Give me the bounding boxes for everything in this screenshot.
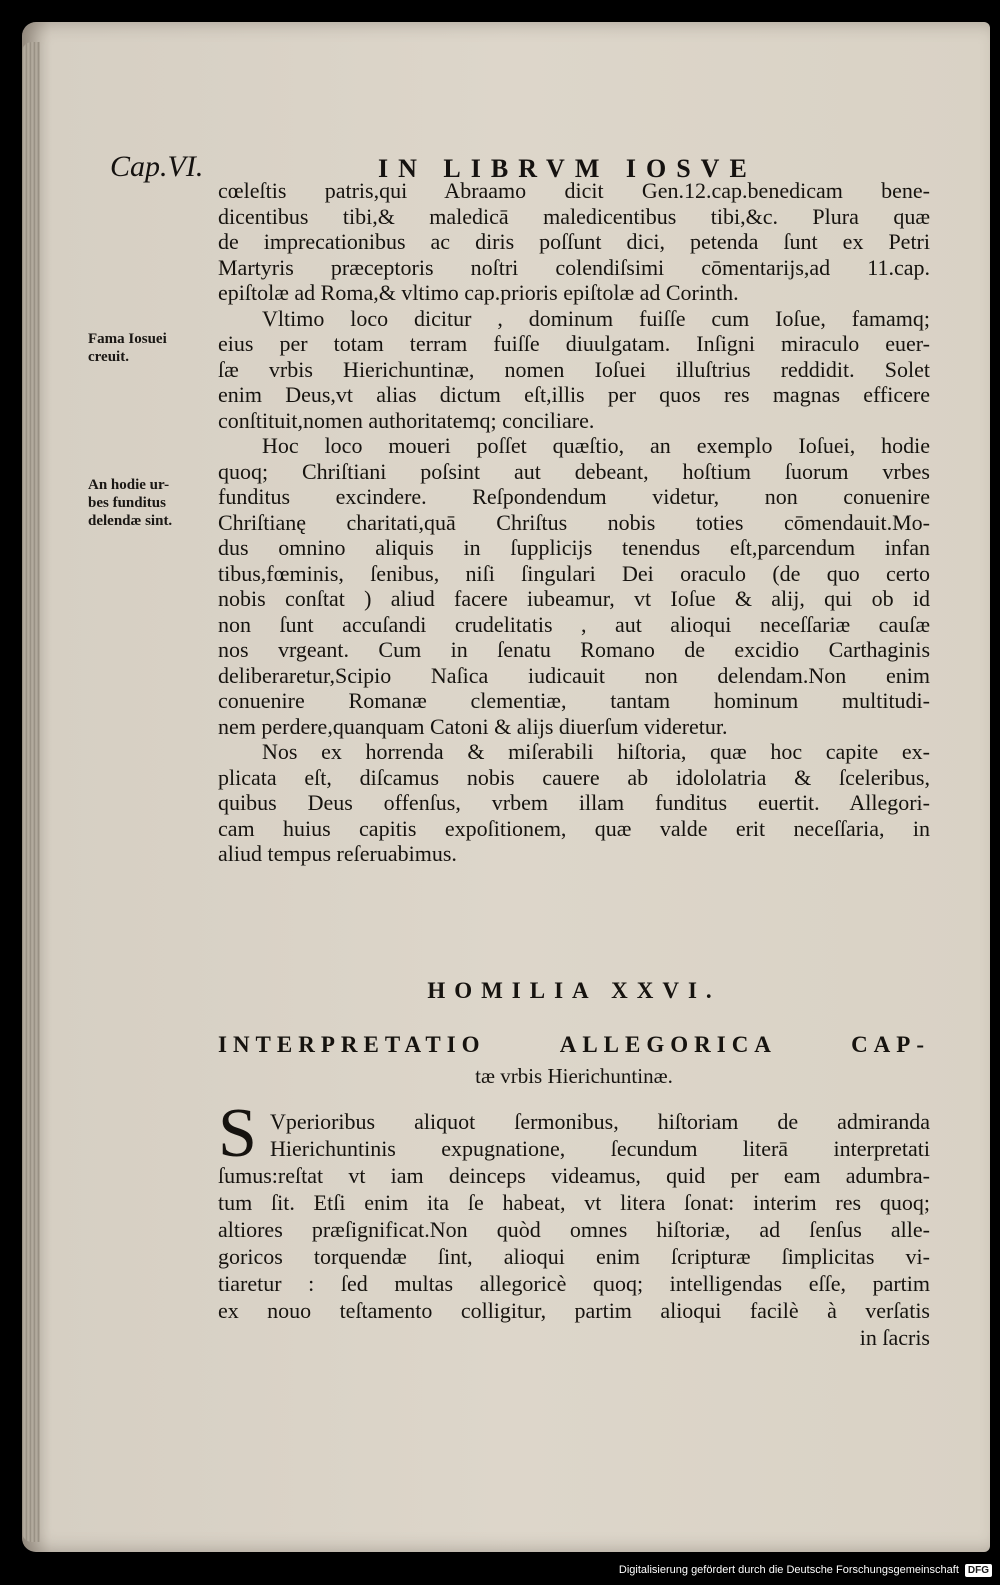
margin-note-line: creuit. [88, 349, 129, 365]
text-line: dus omnino aliquis in ſupplicijs tenendus eſt,parcendum infan [218, 535, 930, 560]
text-line: epiſtolæ ad Roma,& vltimo cap.prioris epiſtolæ ad Corinth. [218, 280, 739, 305]
text-line: nem perdere,quanquam Catoni & alijs diuerſum videretur. [218, 713, 728, 739]
text-line: ſæ vrbis Hierichuntinæ, nomen Ioſuei illuſtrius reddidit. Solet [218, 356, 930, 382]
text-line: Chriſtianę charitati,quā Chriſtus nobis toties cōmendauit.Mo- [218, 509, 930, 535]
text-line: quoq; Chriſtiani poſsint aut debeant, hoſtium ſuorum vrbes [218, 458, 930, 484]
text-line: ex nouo teſtamento colligitur, partim alioqui facilè à verſatis [218, 1298, 930, 1323]
body-text [218, 178, 930, 867]
text-line: conſtituit,nomen authoritatemq; conciliare. [218, 407, 595, 433]
text-line: deliberaretur,Scipio Naſica iudicauit non delendam.Non enim [218, 662, 930, 688]
drop-cap: S [218, 1095, 257, 1172]
text-line: Hierichuntinis expugnatione, ſecundum literā interpretati [270, 1136, 930, 1161]
text-line: Nos ex horrenda & miſerabili hiſtoria, quæ hoc capite ex- [262, 739, 930, 764]
page-edge [22, 42, 40, 1542]
text-line: plicata eſt, diſcamus nobis cauere ab idololatria & ſceleribus, [218, 764, 930, 790]
text-line: eius per totam terram fuiſſe diuulgatam. Inſigni miraculo euer- [218, 331, 930, 356]
text-line: non ſunt accuſandi crudelitatis , aut alioqui neceſſariæ cauſæ [218, 611, 930, 637]
text-line: tiaretur : ſed multas allegoricè quoq; intelligendas eſſe, partim [218, 1271, 930, 1296]
text-line: tibus,fœminis, ſenibus, niſi ſingulari Dei oraculo (de quo certo [218, 560, 930, 586]
text-line: goricos torquendæ ſint, alioqui enim ſcripturæ ſimplicitas vi- [218, 1244, 930, 1269]
dfg-logo-icon: DFG [965, 1564, 992, 1577]
text-line: aliud tempus reſeruabimus. [218, 841, 457, 866]
text-line: nobis conſtat ) aliud facere iubeamur, vt Ioſue & alij, qui ob id [218, 586, 930, 611]
text-line: Vperioribus aliquot ſermonibus, hiſtoriam de admiranda [270, 1109, 930, 1134]
text-line: cam huius capitis expoſitionem, quæ valde erit neceſſaria, in [218, 815, 930, 841]
footer-text: Digitalisierung gefördert durch die Deutsche Forschungsgemeinschaft [618, 1564, 959, 1576]
text-line: funditus excindere. Reſpondendum videtur, non conuenire [218, 484, 930, 509]
margin-note-line: delendæ sint. [88, 513, 173, 529]
margin-note-line: An hodie ur- [88, 477, 170, 493]
catchword: in ſacris [859, 1325, 930, 1350]
homily-subtitle [218, 1032, 930, 1089]
text-line: ſumus:reſtat vt iam deinceps videamus, quid per eam adumbra- [218, 1163, 930, 1188]
text-line: enim Deus,vt alias dictum eſt,illis per quos res magnas efficere [218, 382, 930, 407]
margin-note-line: bes funditus [88, 495, 166, 511]
text-line: cœleſtis patris,qui Abraamo dicit Gen.12.cap.benedicam bene- [218, 178, 930, 203]
subtitle-line: INTERPRETATIO ALLEGORICA CAP- [218, 1032, 930, 1057]
chapter-label: Cap.VI. [110, 150, 204, 183]
margin-note-line: Fama Iosuei [88, 331, 167, 347]
text-line: Vltimo loco dicitur , dominum fuiſſe cum Ioſue, famamq; [262, 305, 930, 331]
margin-note-an-hodie [88, 476, 172, 530]
text-line: Martyris præceptoris noſtri colendiſsimi cōmentarijs,ad 11.cap. [218, 254, 930, 280]
margin-note-fama [88, 330, 167, 366]
homily-heading: HOMILIA XXVI. [427, 978, 721, 1003]
text-line: de imprecationibus ac diris poſſunt dici, petenda ſunt ex Petri [218, 229, 930, 254]
running-title: IN LIBRVM IOSVE [378, 154, 757, 183]
text-line: tum ſit. Etſi enim ita ſe habeat, vt litera ſonat: interim res quoq; [218, 1190, 930, 1215]
homily-text [218, 1108, 930, 1351]
text-line: altiores præſignificat.Non quòd omnes hiſtoriæ, ad ſenſus alle- [218, 1217, 930, 1242]
text-line: conuenire Romanæ clementiæ, tantam hominum multitudi- [218, 688, 930, 713]
text-line: Hoc loco moueri poſſet quæſtio, an exemplo Ioſuei, hodie [262, 433, 930, 458]
subtitle-line: tæ vrbis Hierichuntinæ. [475, 1064, 673, 1088]
text-line: dicentibus tibi,& maledicā maledicentibus tibi,&c. Plura quæ [218, 203, 930, 229]
footer-credit [619, 1559, 992, 1581]
text-line: quibus Deus offenſus, vrbem illam funditus euertit. Allegori- [218, 790, 930, 815]
text-line: nos vrgeant. Cum in ſenatu Romano de excidio Carthaginis [218, 637, 930, 662]
